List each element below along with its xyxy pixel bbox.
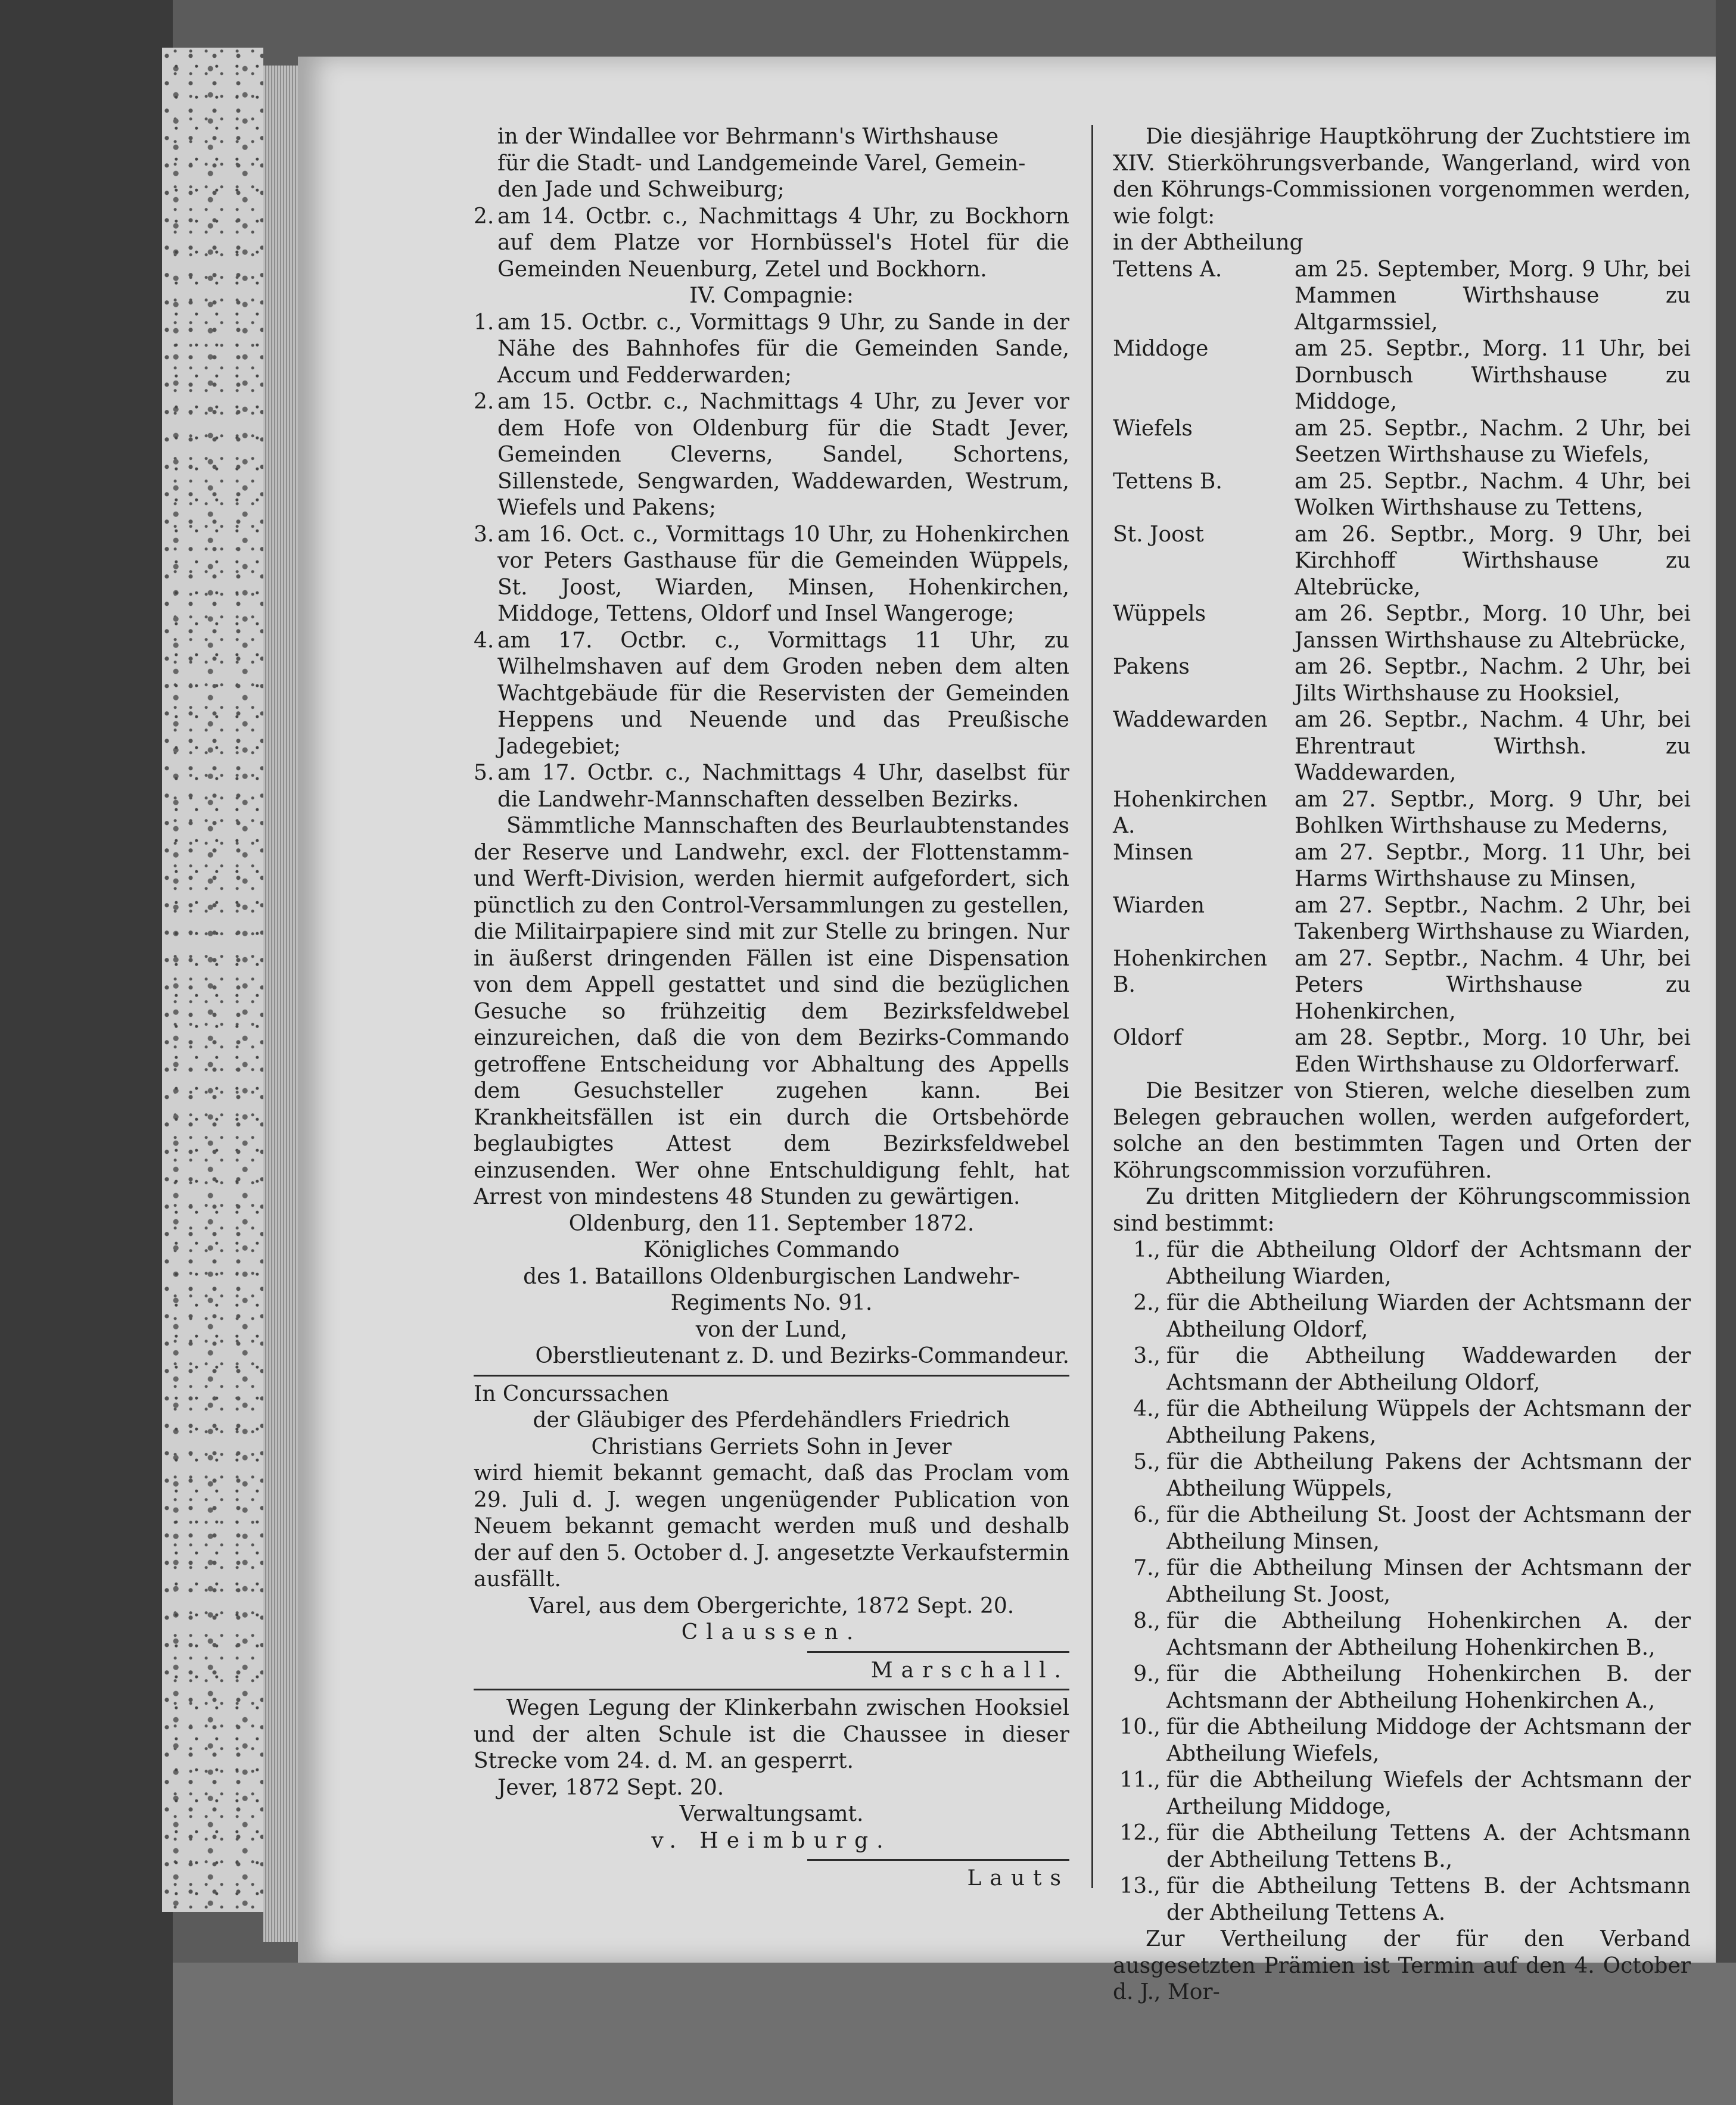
schedule-place: Wiarden (1113, 893, 1205, 918)
schedule-text: am 26. Septbr., Morg. 9 Uhr, bei Kirchhoff Wirthshause zu Altebrücke, (1295, 522, 1691, 600)
signature-title: Oberstlieutenant z. D. und Bezirks-Commandeur. (535, 1344, 1069, 1368)
list-item (1113, 1502, 1691, 1555)
item-number: 10., (1119, 1715, 1161, 1739)
schedule-text: am 26. Septbr., Nachm. 4 Uhr, bei Ehrentraut Wirthsh. zu Waddewarden, (1295, 708, 1691, 785)
schedule-text: am 27. Septbr., Morg. 11 Uhr, bei Harms Wirthshause zu Minsen, (1295, 840, 1691, 891)
list-item (1113, 1290, 1691, 1343)
item-text: am 17. Octbr. c., Vormittags 11 Uhr, zu Wilhelmshaven auf dem Groden neben dem alten Wachtgebäude für die Reservisten der Gemeinden Heppens und Neuende und das Preußische Jadegebiet; (497, 628, 1069, 759)
schedule-place: Tettens A. (1113, 257, 1222, 282)
item-number: 1. (474, 310, 494, 335)
schedule-row (1113, 893, 1691, 946)
schedule-place: Middoge (1113, 337, 1209, 361)
schedule-row (1113, 469, 1691, 522)
schedule-row (1113, 840, 1691, 893)
closing-text: Zur Vertheilung der für den Verband ausgesetzten Prämien ist Termin auf den 4. October d. J., Mor- (1113, 1927, 1691, 2004)
company-heading: IV. Compagnie: (689, 284, 854, 308)
schedule-row (1113, 257, 1691, 337)
item-number: 2., (1133, 1291, 1161, 1315)
list-item (1113, 1767, 1691, 1820)
item-number: 13., (1119, 1874, 1161, 1898)
item-text: für die Abtheilung Waddewarden der Achtsmann der Abtheilung Oldorf, (1166, 1344, 1691, 1395)
list-item (1113, 1820, 1691, 1873)
section-rule (474, 1689, 1069, 1690)
notice-line: der Gläubiger des Pferdehändlers Friedrich (533, 1408, 1010, 1433)
signature-name: v. Heimburg. (651, 1828, 892, 1853)
notice-heading: In Concurssachen (474, 1381, 670, 1406)
notice-place: Varel, aus dem Obergerichte, 1872 Sept. 20. (528, 1593, 1015, 1618)
schedule-place: Hohenkirchen A. (1113, 787, 1268, 838)
list-item (1113, 1237, 1691, 1290)
schedule-place: Waddewarden (1113, 708, 1268, 732)
schedule-place: Wüppels (1113, 602, 1206, 626)
list-item (474, 204, 1069, 284)
schedule-text: am 27. Septbr., Morg. 9 Uhr, bei Bohlken Wirthshause zu Mederns, (1295, 787, 1691, 838)
item-text: für die Abtheilung Pakens der Achtsmann der Abtheilung Wüppels, (1166, 1450, 1691, 1501)
item-text: am 16. Oct. c., Vormittags 10 Uhr, zu Hohenkirchen vor Peters Gasthause für die Gemeinden Wüppels, St. Joost, Wiarden, Minsen, Hohenkirchen, Middoge, Tettens, Oldorf und Insel Wangeroge; (497, 522, 1069, 626)
item-number: 4., (1133, 1397, 1161, 1421)
notice-body: Sämmtliche Mannschaften des Beurlaubtenstandes der Reserve und Landwehr, excl. der Flottenstamm- und Werft-Division, werden hiermit aufgefordert, sich pünctlich zu den Control-Versammlungen zu gestellen, die Militairpapiere sind mit zur Stelle zu bringen. Nur in äußerst dringenden Fällen ist eine Dispensation von dem Appell gestattet und sind die bezüglichen Gesuche so frühzeitig dem Bezirksfeldwebel einzureichen, daß die von dem Bezirks-Commando getroffene Entscheidung vor Abhaltung des Appells dem Gesuchsteller zugehen kann. Bei Krankheitsfällen ist ein durch die Ortsbehörde beglaubigtes Attest dem Bezirksfeldwebel einzusenden. Wer ohne Entschuldigung fehlt, hat Arrest von mindestens 48 Stunden zu gewärtigen. (474, 814, 1069, 1209)
signature-name: Claussen. (681, 1620, 862, 1645)
schedule-row (1113, 336, 1691, 416)
item-number: 7., (1133, 1556, 1161, 1580)
list-item (1113, 1608, 1691, 1661)
left-column (474, 124, 1069, 1892)
item-text: für die Abtheilung Hohenkirchen A. der Achtsmann der Abtheilung Hohenkirchen B., (1166, 1609, 1691, 1660)
schedule-place: St. Joost (1113, 522, 1204, 547)
schedule-text: am 26. Septbr., Nachm. 2 Uhr, bei Jilts Wirthshause zu Hooksiel, (1295, 655, 1691, 706)
schedule-text: am 27. Septbr., Nachm. 2 Uhr, bei Takenberg Wirthshause zu Wiarden, (1295, 893, 1691, 944)
item-text: für die Abtheilung Tettens B. der Achtsmann der Abtheilung Tettens A. (1166, 1874, 1691, 1925)
schedule-text: am 25. Septbr., Nachm. 2 Uhr, bei Seetzen Wirthshause zu Wiefels, (1295, 416, 1691, 467)
schedule-row (1113, 1025, 1691, 1078)
schedule-place: Wiefels (1113, 416, 1193, 441)
list-item (1113, 1714, 1691, 1767)
list-item (474, 389, 1069, 522)
notice-intro: Die diesjährige Hauptköhrung der Zuchtstiere im XIV. Stierköhrungsverbande, Wangerland, wird von den Köhrungs-Commissionen vorgenommen werden, wie folgt: (1113, 124, 1691, 229)
column-divider (1091, 125, 1093, 1888)
item-text: für die Abtheilung Hohenkirchen B. der Achtsmann der Abtheilung Hohenkirchen A., (1166, 1662, 1691, 1713)
notice-body: wird hiemit bekannt gemacht, daß das Proclam vom 29. Juli d. J. wegen ungenügender Publication von Neuem bekannt gemacht werden muß und deshalb der auf den 5. October d. J. angesetzte Verkaufstermin ausfällt. (474, 1461, 1069, 1592)
continued-line-1: in der Windallee vor Behrmann's Wirthshause (497, 124, 999, 149)
book-cover-left (0, 0, 173, 2105)
item-text: am 17. Octbr. c., Nachmittags 4 Uhr, daselbst für die Landwehr-Mannschaften desselben Bezirks. (497, 761, 1069, 812)
item-number: 4. (474, 628, 494, 653)
signature-line: Regiments No. 91. (670, 1291, 873, 1315)
item-number: 5. (474, 761, 494, 785)
schedule-text: am 25. Septbr., Nachm. 4 Uhr, bei Wolken Wirthshause zu Tettens, (1295, 469, 1691, 520)
list-item (1113, 1449, 1691, 1502)
item-number: 11., (1119, 1768, 1161, 1792)
signature-rule (807, 1859, 1069, 1861)
notice-body: Die Besitzer von Stieren, welche dieselben zum Belegen gebrauchen wollen, werden aufgefordert, solche an den bestimmten Tagen und Orten der Köhrungscommission vorzuführen. (1113, 1079, 1691, 1183)
list-item (474, 522, 1069, 628)
right-column (1113, 124, 1691, 2006)
item-text: am 15. Octbr. c., Nachmittags 4 Uhr, zu Jever vor dem Hofe von Oldenburg für die Stadt Jever, Gemeinden Cleverns, Sandel, Schortens, Sillenstede, Sengwarden, Waddewarden, Westrum, Wiefels und Pakens; (497, 390, 1069, 520)
item-text: für die Abtheilung St. Joost der Achtsmann der Abtheilung Minsen, (1166, 1503, 1691, 1554)
schedule-place: Pakens (1113, 655, 1190, 679)
members-intro: Zu dritten Mitgliedern der Köhrungscommission sind bestimmt: (1113, 1185, 1691, 1236)
schedule-place: Tettens B. (1113, 469, 1222, 494)
item-number: 12., (1119, 1821, 1161, 1845)
item-text: am 14. Octbr. c., Nachmittags 4 Uhr, zu Bockhorn auf dem Platze vor Hornbüssel's Hotel für die Gemeinden Neuenburg, Zetel und Bockhorn. (497, 204, 1069, 282)
schedule-place: Oldorf (1113, 1026, 1183, 1050)
list-item (1113, 1396, 1691, 1449)
item-number: 3., (1133, 1344, 1161, 1368)
schedule-text: am 28. Septbr., Morg. 10 Uhr, bei Eden Wirthshause zu Oldorferwarf. (1295, 1026, 1691, 1077)
schedule-text: am 26. Septbr., Morg. 10 Uhr, bei Janssen Wirthshause zu Altebrücke, (1295, 602, 1691, 653)
schedule-row (1113, 601, 1691, 654)
signature-name: Lauts (967, 1866, 1069, 1891)
schedule-row (1113, 654, 1691, 707)
item-number: 2. (474, 390, 494, 414)
item-text: für die Abtheilung Wüppels der Achtsmann der Abtheilung Pakens, (1166, 1397, 1691, 1448)
item-text: für die Abtheilung Oldorf der Achtsmann der Abtheilung Wiarden, (1166, 1238, 1691, 1289)
schedule-heading: in der Abtheilung (1113, 231, 1303, 255)
list-item (1113, 1343, 1691, 1396)
item-text: für die Abtheilung Wiefels der Achtsmann der Artheilung Middoge, (1166, 1768, 1691, 1819)
item-number: 3. (474, 522, 494, 547)
item-number: 2. (474, 204, 494, 229)
item-number: 1., (1133, 1238, 1161, 1262)
signature-line: des 1. Bataillons Oldenburgischen Landwehr- (523, 1264, 1020, 1289)
schedule-row (1113, 787, 1691, 840)
page-stack-edges (263, 66, 298, 1942)
continued-line-2: für die Stadt- und Landgemeinde Varel, Gemein- (497, 151, 1026, 176)
schedule-row (1113, 522, 1691, 602)
schedule-place: Minsen (1113, 840, 1193, 865)
item-number: 9., (1133, 1662, 1161, 1686)
schedule-row (1113, 707, 1691, 787)
section-rule (474, 1375, 1069, 1377)
schedule-text: am 25. September, Morg. 9 Uhr, bei Mammen Wirthshause zu Altgarmssiel, (1295, 257, 1691, 335)
schedule-place: Hohenkirchen B. (1113, 946, 1268, 997)
notice-body: Wegen Legung der Klinkerbahn zwischen Hooksiel und der alten Schule ist die Chaussee in dieser Strecke vom 24. d. M. an gesperrt. (474, 1696, 1069, 1773)
item-text: am 15. Octbr. c., Vormittags 9 Uhr, zu Sande in der Nähe des Bahnhofes für die Gemeinden Sande, Accum und Fedderwarden; (497, 310, 1069, 388)
signature-line: Königliches Commando (643, 1238, 900, 1262)
item-number: 5., (1133, 1450, 1161, 1474)
continued-line-3: den Jade und Schweiburg; (497, 178, 785, 202)
book-cover-right (1716, 0, 1736, 2105)
list-item (1113, 1873, 1691, 1926)
schedule-row (1113, 946, 1691, 1026)
list-item (1113, 1555, 1691, 1608)
list-item (474, 310, 1069, 390)
item-text: für die Abtheilung Tettens A. der Achtsmann der Abtheilung Tettens B., (1166, 1821, 1691, 1872)
list-item (474, 760, 1069, 813)
notice-line: Christians Gerriets Sohn in Jever (591, 1434, 952, 1459)
schedule-text: am 27. Septbr., Nachm. 4 Uhr, bei Peters Wirthshause zu Hohenkirchen, (1295, 946, 1691, 1024)
item-text: für die Abtheilung Minsen der Achtsmann der Abtheilung St. Joost, (1166, 1556, 1691, 1607)
item-number: 6., (1133, 1503, 1161, 1527)
list-item (474, 628, 1069, 761)
item-text: für die Abtheilung Wiarden der Achtsmann der Abtheilung Oldorf, (1166, 1291, 1691, 1342)
list-item (1113, 1661, 1691, 1714)
notice-office: Verwaltungsamt. (679, 1802, 864, 1826)
signature-name: Marschall. (870, 1658, 1069, 1683)
item-number: 8., (1133, 1609, 1161, 1633)
notice-place: Jever, 1872 Sept. 20. (497, 1775, 724, 1800)
signature-rule (807, 1651, 1069, 1653)
schedule-row (1113, 416, 1691, 469)
notice-date: Oldenburg, den 11. September 1872. (568, 1211, 975, 1236)
signature-name: von der Lund, (695, 1317, 848, 1342)
schedule-text: am 25. Septbr., Morg. 11 Uhr, bei Dornbusch Wirthshause zu Middoge, (1295, 337, 1691, 414)
item-text: für die Abtheilung Middoge der Achtsmann der Abtheilung Wiefels, (1166, 1715, 1691, 1766)
marbled-page-edge (162, 48, 263, 1912)
